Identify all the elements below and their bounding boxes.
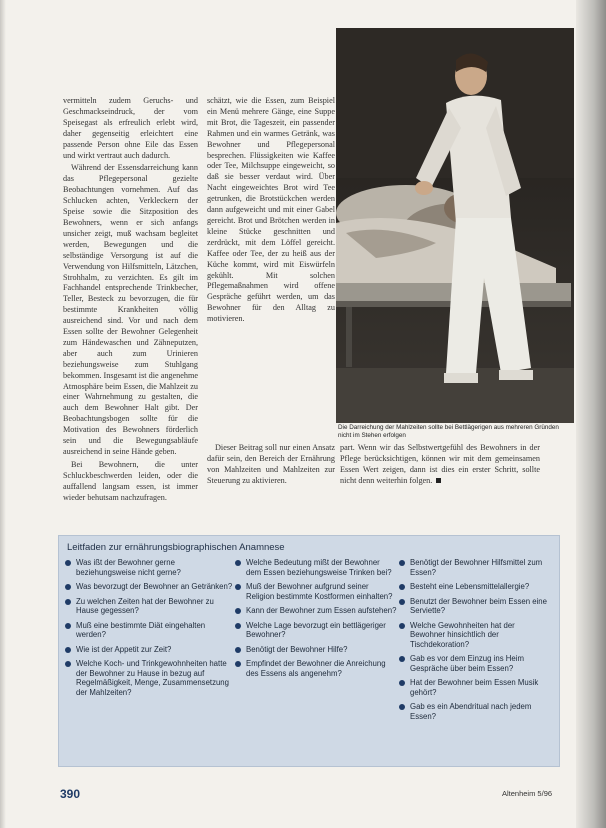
bullet-icon	[65, 560, 71, 566]
bullet-icon	[235, 623, 241, 629]
list-item: Was bevorzugt der Bewohner an Getränken?	[65, 582, 233, 592]
list-item: Muß eine bestimmte Diät eingehalten werden?	[65, 621, 233, 640]
article-column-3	[340, 443, 540, 523]
article-paragraph: Dieser Beitrag soll nur einen Ansatz dafür sein, den Bereich der Ernährung von Mahlzeiten und Mahlzeiten zur Steuerung zu aktivieren.	[207, 443, 335, 485]
list-item: Welche Gewohnheiten hat der Bewohner hinsichtlich der Tischdekoration?	[399, 621, 549, 650]
bullet-icon	[235, 560, 241, 566]
list-item: Empfindet der Bewohner die Anreichung des Essens als angenehm?	[235, 659, 397, 678]
photo-caption: Die Darreichung der Mahlzeiten sollte bei Bettlägerigen aus mehreren Gründen nicht im Stehen erfolgen	[338, 424, 559, 439]
list-item: Muß der Bewohner aufgrund seiner Religion bestimmte Kostformen einhalten?	[235, 582, 397, 601]
bullet-icon	[399, 680, 405, 686]
article-paragraph: Bei Bewohnern, die unter Schluckbeschwerden leiden, oder die auffallend langsam essen, ist immer wieder behutsam nachzufragen.	[63, 459, 198, 502]
article-column-1	[63, 96, 198, 516]
list-item: Benötigt der Bewohner Hilfe?	[235, 645, 397, 655]
bullet-icon	[399, 623, 405, 629]
list-item: Welche Lage bevorzugt ein bettlägeriger Bewohner?	[235, 621, 397, 640]
list-item: Gab es ein Abendritual nach jedem Essen?	[399, 702, 549, 721]
page-number: 390	[60, 787, 81, 801]
list-item: Hat der Bewohner beim Essen Musik gehört?	[399, 678, 549, 697]
guideline-list-3	[399, 558, 549, 726]
list-item: Gab es vor dem Einzug ins Heim Gespräche über beim Essen?	[399, 654, 549, 673]
list-item: Kann der Bewohner zum Essen aufstehen?	[235, 606, 397, 616]
list-item: Zu welchen Zeiten hat der Bewohner zu Hause gegessen?	[65, 597, 233, 616]
bullet-icon	[65, 584, 71, 590]
page-left-edge	[0, 0, 6, 828]
bullet-icon	[399, 704, 405, 710]
bullet-icon	[65, 623, 71, 629]
article-paragraph: part. Wenn wir das Selbstwertgefühl des Bewohners in der Pflege berücksichtigen, können wir mit dem gemeinsamen Essen Wert zeigen, dann ist dies ein erster Schritt, sollte nicht denn weiterhin folgen.	[340, 443, 540, 485]
bullet-icon	[235, 661, 241, 667]
guideline-list-1	[65, 558, 233, 702]
list-item: Welche Bedeutung mißt der Bewohner dem Essen beziehungsweise Trinken bei?	[235, 558, 397, 577]
guideline-box	[58, 535, 560, 767]
article-photo	[336, 28, 574, 423]
end-of-article-mark	[436, 478, 441, 483]
article-column-2-lower	[207, 443, 335, 523]
page-right-edge	[576, 0, 606, 828]
bullet-icon	[399, 656, 405, 662]
bullet-icon	[399, 584, 405, 590]
list-item: Was ißt der Bewohner gerne beziehungsweise nicht gerne?	[65, 558, 233, 577]
bullet-icon	[65, 661, 71, 667]
bullet-icon	[235, 608, 241, 614]
bullet-icon	[235, 584, 241, 590]
list-item: Besteht eine Lebensmittelallergie?	[399, 582, 549, 592]
bullet-icon	[399, 599, 405, 605]
list-item: Benötigt der Bewohner Hilfsmittel zum Essen?	[399, 558, 549, 577]
bullet-icon	[65, 599, 71, 605]
list-item: Welche Koch- und Trinkgewohnheiten hatte der Bewohner zu Hause in bezug auf Regelmäßigkeit, Menge, Zusammensetzung der Mahlzeiten?	[65, 659, 233, 697]
bullet-icon	[399, 560, 405, 566]
article-paragraph: schätzt, wie die Essen, zum Beispiel ein Menü mehrere Gänge, eine Suppe mit Brot, die Tageszeit, ein passender Rahmen und ein warmes Getränk, was Bewohner und Pflegepersonal besprechen. Flüssigkeiten wie Kaffee oder Tee, Milchsuppe eingeweicht, so daß sie besser verdaut wird. Über Nacht eingeweichtes Brot wird Tee getrunken, die Brotstückchen werden dann aufgeweicht und mit einer Gabel gereicht. Brot und Brötchen werden in kleine Stücke geschnitten und zerdrückt, mit dem Löffel gereicht. Kaffee oder Tee, der zu heiß aus der Küche kommt, wird mit Eiswürfeln gekühlt. Mit solchen Pflegemaßnahmen wird offene Gespräche geführt werden, um das Bewohner für den Alltag zu motivieren.	[207, 96, 335, 324]
list-item: Benutzt der Bewohner beim Essen eine Serviette?	[399, 597, 549, 616]
issue-label: Altenheim 5/96	[502, 789, 553, 798]
article-paragraph: Während der Essensdarreichung kann das Pflegepersonal gezielte Beobachtungen vornehmen. Auf das Schlucken achten, Verkleckern der Speise sowie die Sitzposition des Bewohners, wenn er sich anfangs unsicher zeigt, muß wachsam begleitet werden, Bewegungen und die selbständige Versorgung ist auf die Verwendung von Hilfsmitteln, Lätzchen, Strohhalm, zu verzichten. Es gilt im Fachhandel entsprechende Trinkbecher, Teller, Besteck zu bevorzugen, die für bestimmte Krankheiten völlig ausreichend sind. Vor und nach dem Essen sollte der Bewohner Gelegenheit zum Händewaschen und Zähneputzen, aber auch zum Urinieren beziehungsweise zum Stuhlgang bekommen. Insgesamt ist die angenehme Atmosphäre beim Essen, die Mahlzeit zu einer Wahrnehmung zu gestalten, die auch dem Bewohner Halt gibt. Der Beobachtungsbogen sollte für die Motivation des Bewohners förderlich sein und die Bewegungsabläufe ausreichend in seine Hände geben.	[63, 163, 198, 456]
list-item: Wie ist der Appetit zur Zeit?	[65, 645, 233, 655]
article-paragraph: vermitteln zudem Geruchs- und Geschmackseindruck, der vom Speisegast als erfreulich erlebt wird, daher gegenseitig erleichtert eine passende Person ohne Eile das Essen und wirkt vertraut auch dadurch.	[63, 96, 198, 160]
guideline-list-2	[235, 558, 397, 683]
bullet-icon	[65, 647, 71, 653]
guideline-box-title: Leitfaden zur ernährungsbiographischen Anamnese	[67, 542, 285, 553]
bullet-icon	[235, 647, 241, 653]
